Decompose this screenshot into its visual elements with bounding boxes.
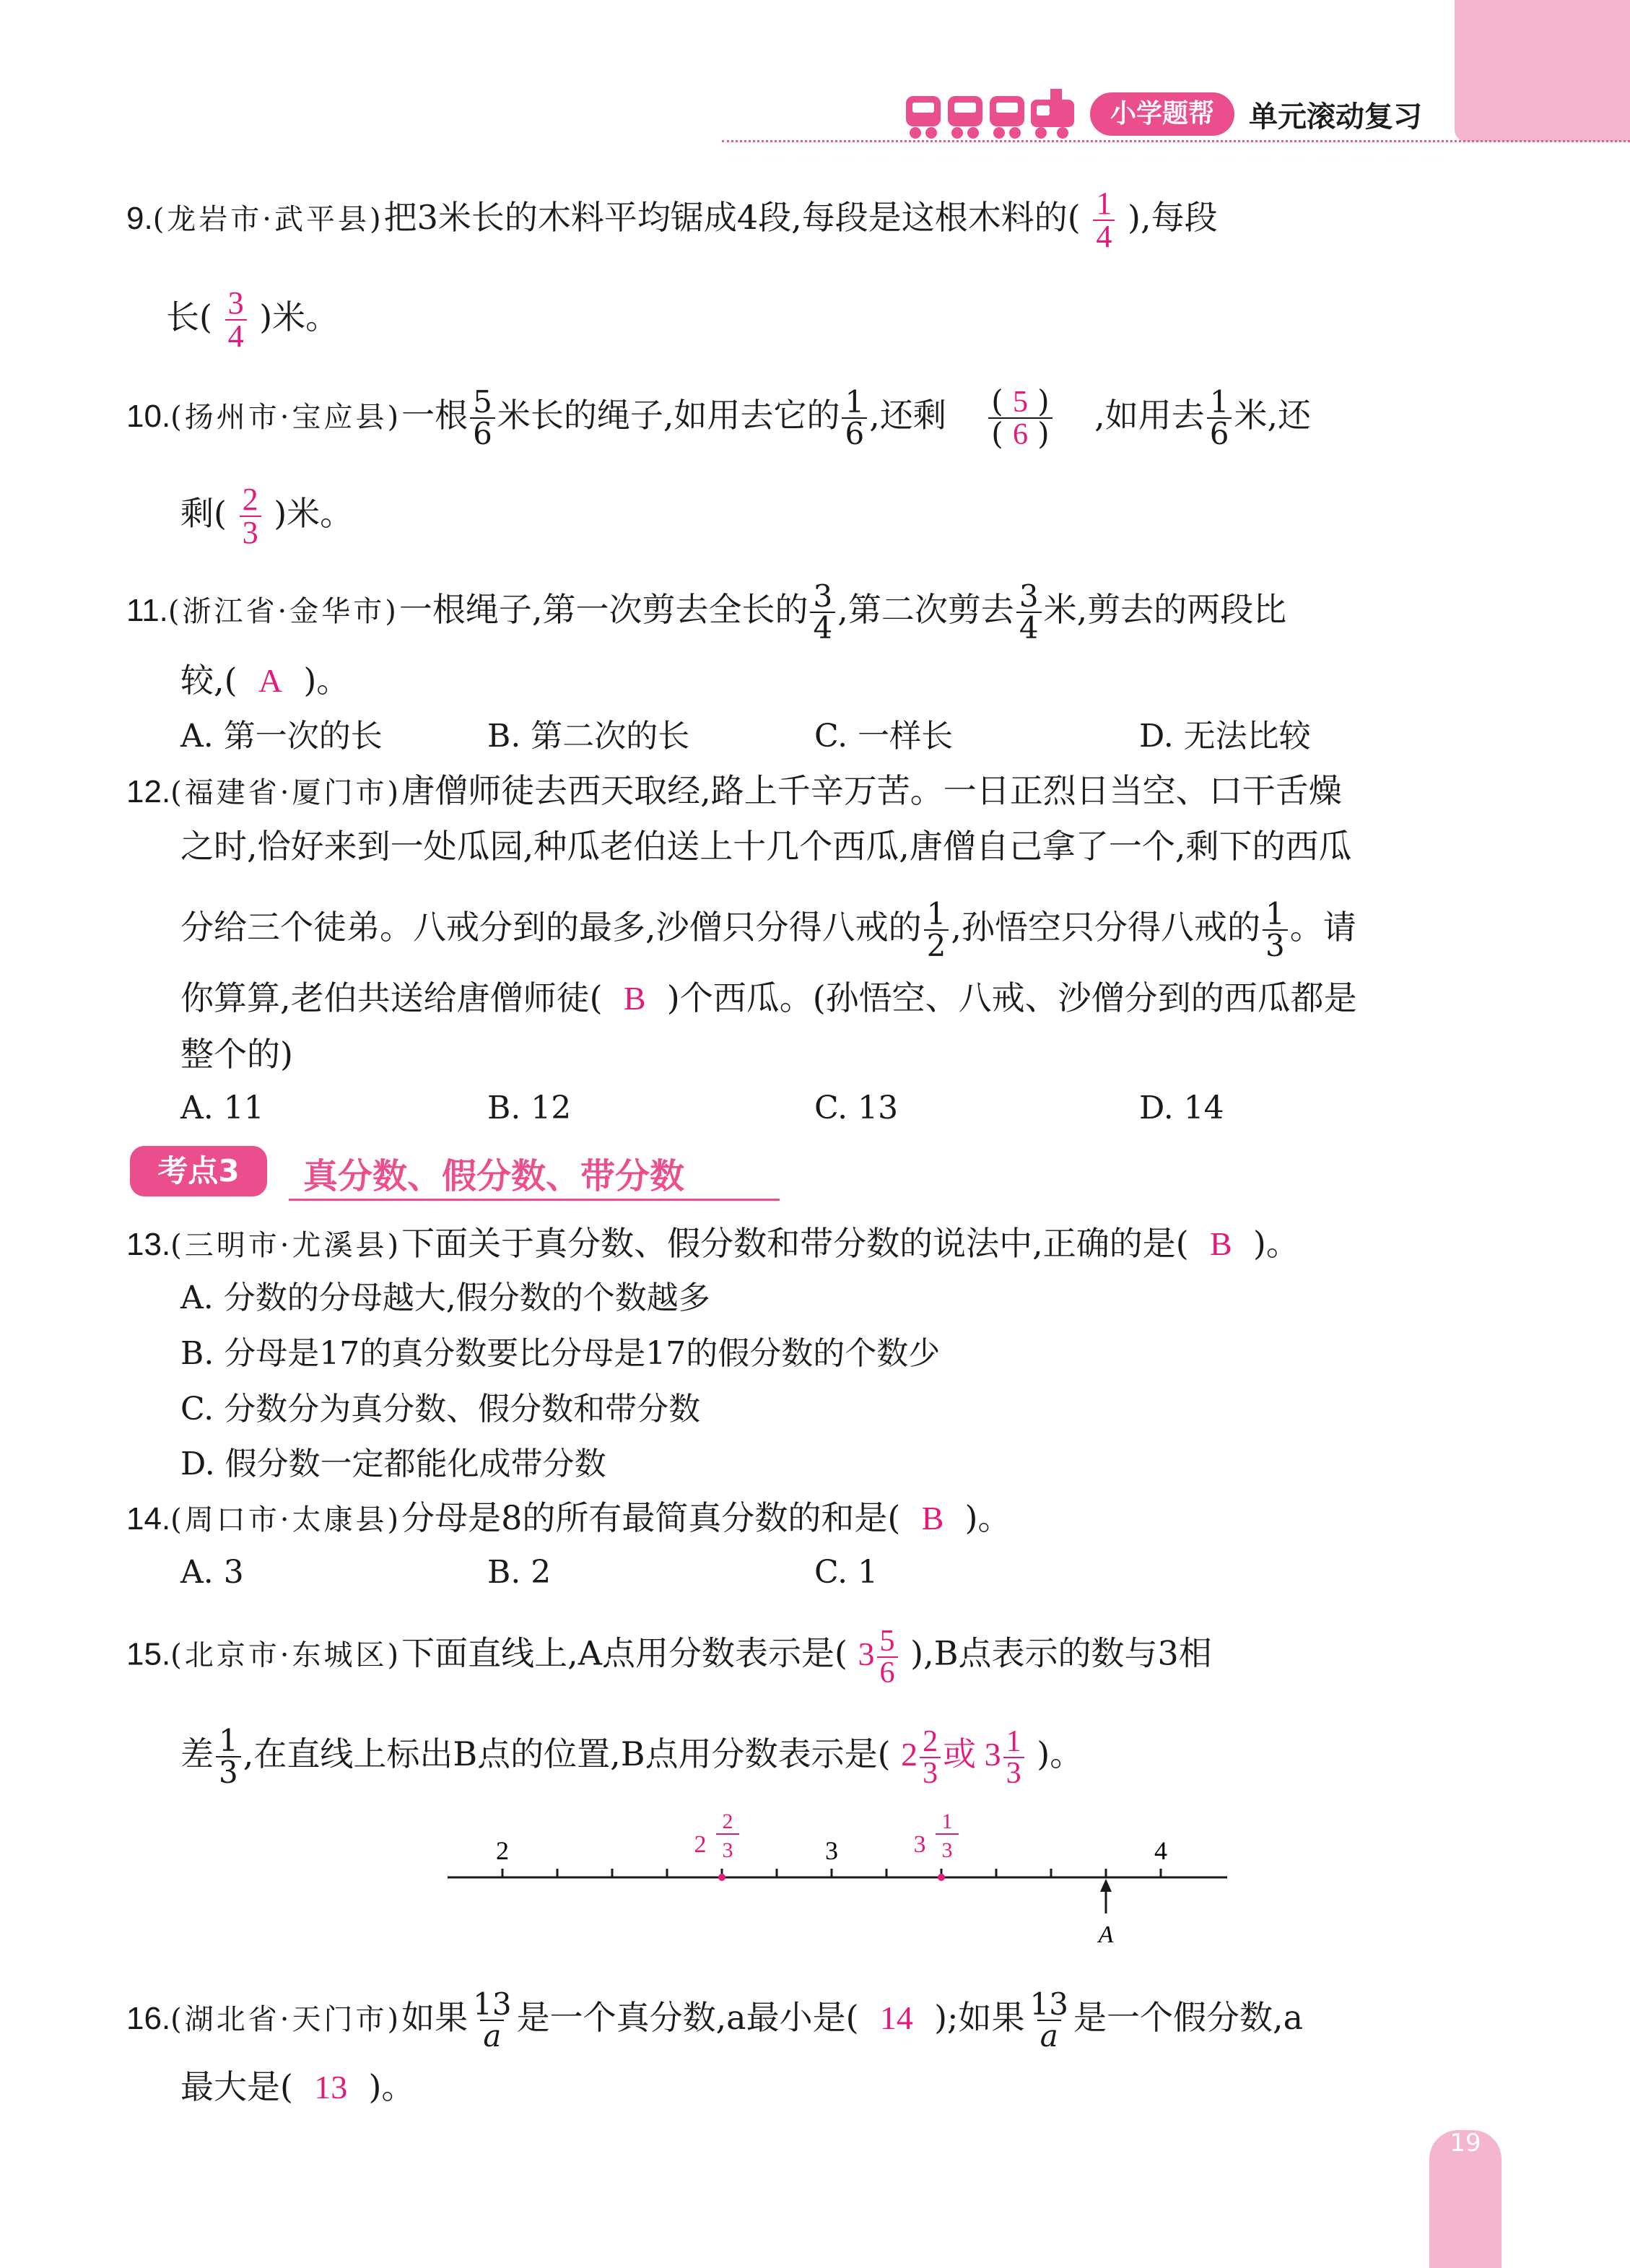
answer: 14 xyxy=(879,1999,913,2036)
question-text: ,第二次剪去 xyxy=(837,590,1014,629)
question-10-line-2 xyxy=(180,484,353,549)
option-d: D. 假分数一定都能化成带分数 xyxy=(180,1446,606,1482)
mark-label-3-1-3 xyxy=(914,1809,959,1862)
train-icon xyxy=(902,85,1083,143)
question-11-line-1 xyxy=(126,578,1287,646)
question-text: 你算算,老伯共送给唐僧师徒( xyxy=(180,978,603,1017)
corner-tab xyxy=(1455,0,1630,142)
tick-label-4: 4 xyxy=(1154,1836,1167,1865)
question-text: )。 xyxy=(964,1498,1011,1537)
tick-label-2: 2 xyxy=(496,1836,509,1865)
question-text: )米。 xyxy=(259,297,339,336)
header-subtitle: 单元滚动复习 xyxy=(1249,100,1422,134)
question-source: (湖北省·天门市) xyxy=(170,2003,402,2036)
question-text: 米长的绳子,如用去它的 xyxy=(497,396,840,435)
question-text: 把3米长的木料平均锯成4段,每段是这根木料的( xyxy=(383,198,1081,237)
question-text: )。 xyxy=(368,2067,415,2106)
question-text: 如果 xyxy=(401,1998,468,2037)
point-a-label: A xyxy=(1098,1921,1114,1948)
option-a: A. 11 xyxy=(180,1090,264,1126)
question-text: ,如用去 xyxy=(1094,396,1205,435)
answer: 13 xyxy=(314,2069,348,2106)
question-number: 9. xyxy=(126,201,153,236)
svg-text:2: 2 xyxy=(694,1831,707,1858)
svg-text:3: 3 xyxy=(913,1831,926,1858)
question-text: 是一个假分数,a xyxy=(1073,1998,1304,2037)
question-text: ,孙悟空只分得八戒的 xyxy=(951,908,1260,947)
question-text: 。请 xyxy=(1289,908,1356,947)
question-source: (周口市·太康县) xyxy=(170,1503,402,1537)
question-12-line-5: 整个的) xyxy=(180,1035,293,1074)
question-text: 是一个真分数,a最小是( xyxy=(516,1998,859,2037)
question-15-line-1 xyxy=(126,1626,1212,1688)
question-text: 较,( xyxy=(180,661,237,700)
option-c: C. 一样长 xyxy=(814,718,954,755)
svg-text:2: 2 xyxy=(722,1809,733,1833)
fraction: $\frac{13}{a}$ xyxy=(1029,1986,1068,2054)
answer: B xyxy=(921,1500,944,1537)
question-text: ,在直线上标出B点的位置,B点用分数表示是( xyxy=(243,1734,891,1773)
answer-mixed-number: 2 $\frac{2}{3}$ 或 3 $\frac{1}{3}$ xyxy=(901,1736,1027,1773)
question-number: 13. xyxy=(126,1227,171,1262)
question-source: (北京市·东城区) xyxy=(170,1638,402,1672)
question-text: 分给三个徒弟。八戒分到的最多,沙僧只分得八戒的 xyxy=(180,908,922,947)
question-15-line-2 xyxy=(180,1723,1084,1791)
option-c: C. 分数分为真分数、假分数和带分数 xyxy=(180,1391,701,1428)
question-text: 一根绳子,第一次剪去全长的 xyxy=(398,590,809,629)
section-badge: 考点3 xyxy=(130,1146,267,1196)
mark-label-2-2-3 xyxy=(694,1809,740,1862)
question-13-line-1 xyxy=(126,1222,1299,1267)
answer: B xyxy=(1209,1225,1232,1262)
question-source: (扬州市·宝应县) xyxy=(170,401,402,434)
fraction: $\frac{5}{6}$ xyxy=(470,387,495,449)
fraction: $\frac{1}{6}$ xyxy=(842,387,867,449)
answer-fraction: $\frac{2}{3}$ xyxy=(240,484,261,549)
question-text: 差 xyxy=(180,1734,214,1773)
option-a: A. 3 xyxy=(180,1554,244,1591)
section-underline xyxy=(289,1199,780,1201)
fraction: $\frac{1}{6}$ xyxy=(1207,387,1232,449)
option-d: D. 14 xyxy=(1139,1090,1224,1126)
number-line-ticks xyxy=(502,1869,1161,1877)
question-text: 唐僧师徒去西天取经,路上千辛万苦。一日正烈日当空、口干舌燥 xyxy=(401,771,1342,810)
tick-label-3: 3 xyxy=(825,1836,838,1865)
option-b: B. 2 xyxy=(487,1554,552,1591)
number-line xyxy=(440,1791,1234,1957)
svg-text:3: 3 xyxy=(941,1838,953,1862)
question-10-line-1 xyxy=(126,383,1312,451)
question-number: 10. xyxy=(126,399,171,434)
point-b-option-1 xyxy=(718,1874,725,1881)
question-number: 12. xyxy=(126,774,171,809)
option-c: C. 1 xyxy=(814,1554,879,1591)
question-text: )。 xyxy=(1037,1734,1084,1773)
fraction: $\frac{3}{4}$ xyxy=(810,581,835,643)
fraction: $\frac{13}{a}$ xyxy=(473,1986,512,2054)
question-number: 15. xyxy=(126,1636,171,1672)
question-9-line-1 xyxy=(126,188,1218,253)
option-a: A. 第一次的长 xyxy=(180,718,383,755)
question-14-line-1 xyxy=(126,1496,1011,1542)
fraction: $\frac{1}{3}$ xyxy=(1263,899,1288,961)
header-divider xyxy=(722,140,1630,142)
question-text: )。 xyxy=(303,661,350,700)
answer-fraction: $\frac{3}{4}$ xyxy=(225,287,247,352)
option-b: B. 12 xyxy=(487,1090,572,1126)
question-12-line-3 xyxy=(180,896,1356,963)
question-number: 11. xyxy=(126,593,168,628)
question-16-line-1 xyxy=(126,1986,1304,2054)
question-11-line-2 xyxy=(180,659,349,703)
brand-badge: 小学题帮 xyxy=(1090,92,1234,136)
fraction: $\frac{3}{4}$ xyxy=(1016,581,1042,643)
svg-text:3: 3 xyxy=(722,1838,733,1862)
question-text: 最大是( xyxy=(180,2067,293,2106)
question-text: 分母是8的所有最简真分数的和是( xyxy=(401,1498,901,1537)
question-text: )米。 xyxy=(274,494,354,533)
question-text: )。 xyxy=(1252,1224,1299,1263)
option-b: B. 第二次的长 xyxy=(487,718,690,755)
svg-text:1: 1 xyxy=(941,1809,953,1833)
question-text: )个西瓜。(孙悟空、八戒、沙僧分到的西瓜都是 xyxy=(666,978,1357,1017)
point-b-option-2 xyxy=(938,1874,945,1881)
answer-fraction: $\frac{1}{4}$ xyxy=(1093,188,1115,253)
question-text: 下面直线上,A点用分数表示是( xyxy=(401,1633,847,1673)
answer-fraction-blank: $\frac{( 5 )}{( 6 )}$ xyxy=(959,386,1081,450)
question-12-line-1 xyxy=(126,769,1342,814)
question-source: (浙江省·金华市) xyxy=(167,595,399,628)
point-a-arrow xyxy=(1100,1879,1112,1913)
question-text: ),每段 xyxy=(1128,198,1218,237)
option-a: A. 分数的分母越大,假分数的个数越多 xyxy=(180,1279,710,1316)
question-text: 一根 xyxy=(401,396,468,435)
question-12-line-4 xyxy=(180,976,1357,1020)
section-title: 真分数、假分数、带分数 xyxy=(303,1156,685,1196)
question-12-line-2: 之时,恰好来到一处瓜园,种瓜老伯送上十几个西瓜,唐僧自己拿了一个,剩下的西瓜 xyxy=(180,827,1352,866)
question-9-line-2 xyxy=(166,287,339,352)
question-text: );如果 xyxy=(934,1998,1025,2037)
answer: A xyxy=(258,662,283,699)
question-source: (福建省·厦门市) xyxy=(170,776,402,809)
answer: B xyxy=(623,980,646,1017)
question-source: (龙岩市·武平县) xyxy=(152,203,384,236)
question-text: 剩( xyxy=(180,494,227,533)
answer-mixed-number: 3 $\frac{5}{6}$ xyxy=(858,1635,900,1672)
option-d: D. 无法比较 xyxy=(1139,718,1311,755)
option-b: B. 分母是17的真分数要比分母是17的假分数的个数少 xyxy=(180,1335,941,1372)
question-number: 14. xyxy=(126,1501,171,1537)
question-16-line-2 xyxy=(180,2065,414,2109)
question-source: (三明市·尤溪县) xyxy=(170,1229,402,1262)
question-text: 长( xyxy=(166,297,212,336)
fraction: $\frac{1}{2}$ xyxy=(924,899,949,961)
fraction: $\frac{1}{3}$ xyxy=(216,1726,241,1788)
question-text: 米,还 xyxy=(1234,396,1312,435)
question-text: ),B点表示的数与3相 xyxy=(910,1633,1212,1673)
question-text: 米,剪去的两段比 xyxy=(1043,590,1287,629)
question-text: 下面关于真分数、假分数和带分数的说法中,正确的是( xyxy=(401,1224,1189,1263)
option-c: C. 13 xyxy=(814,1090,899,1126)
question-text: ,还剩 xyxy=(869,396,946,435)
page-number: 19 xyxy=(1450,2129,1481,2158)
question-number: 16. xyxy=(126,2001,171,2036)
